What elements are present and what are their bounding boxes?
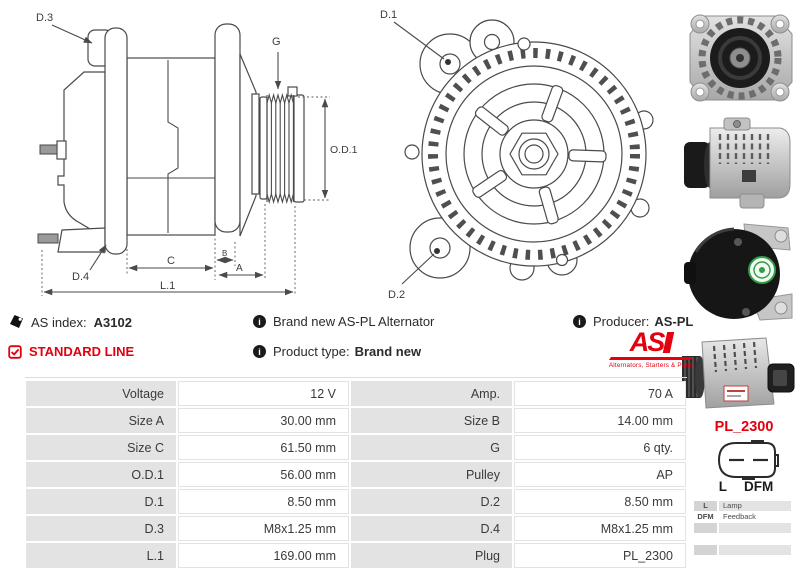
spec-label: Voltage [26, 381, 176, 406]
spec-value: 8.50 mm [514, 489, 686, 514]
dim-label-g: G [272, 36, 281, 48]
plug-name: PL_2300 [714, 419, 774, 435]
info-icon: i [573, 315, 586, 328]
producer-label: Producer: [593, 314, 650, 329]
as-logo-bar [663, 332, 674, 353]
plug-pin-labels [700, 479, 792, 494]
spec-value: 169.00 mm [178, 543, 349, 568]
side-view-drawing [28, 4, 360, 304]
as-pl-logo [608, 327, 694, 369]
spec-value: AP [514, 462, 686, 487]
product-type-value: Brand new [354, 344, 422, 359]
product-photo-angled[interactable] [682, 330, 798, 416]
product-type-label: Product type: [273, 344, 350, 359]
pin-legend [694, 501, 791, 556]
spec-value: 12 V [178, 381, 349, 406]
legend-row-empty [694, 534, 791, 544]
legend-row-empty [694, 545, 791, 555]
spec-label: G [351, 435, 512, 460]
table-row [26, 408, 686, 433]
spec-value: 56.00 mm [178, 462, 349, 487]
spec-label: D.4 [351, 516, 512, 541]
info-icon: i [253, 345, 266, 358]
table-top-divider [25, 377, 687, 378]
table-row [26, 435, 686, 460]
spec-label: D.2 [351, 489, 512, 514]
tag-icon [8, 314, 24, 330]
dim-label-b: B [222, 249, 228, 258]
spec-value: M8x1.25 mm [514, 516, 686, 541]
legend-desc: Feedback [723, 512, 756, 521]
dim-label-a: A [236, 263, 243, 274]
table-row [26, 462, 686, 487]
spec-label: Pulley [351, 462, 512, 487]
spec-label: Size A [26, 408, 176, 433]
spec-label: D.1 [26, 489, 176, 514]
as-logo-tagline: Alternators, Starters & Parts [608, 362, 694, 369]
as-index-label: AS index: [31, 314, 87, 330]
spec-label: Amp. [351, 381, 512, 406]
standard-line [8, 344, 134, 359]
spec-label: Size C [26, 435, 176, 460]
as-index-value: A3102 [93, 314, 132, 330]
spec-label: L.1 [26, 543, 176, 568]
table-row [26, 516, 686, 541]
spec-value: M8x1.25 mm [178, 516, 349, 541]
dim-label-l1: L.1 [160, 280, 176, 292]
dim-label-od1: O.D.1 [330, 144, 358, 156]
info-icon: i [253, 315, 266, 328]
legend-key: DFM [697, 512, 714, 521]
spec-label: Size B [351, 408, 512, 433]
dim-label-c: C [167, 255, 175, 267]
spec-value: 70 A [514, 381, 686, 406]
spec-label: O.D.1 [26, 462, 176, 487]
pin-label-dfm: DFM [744, 479, 774, 494]
product-photo-rear[interactable] [682, 220, 798, 322]
pin-label-l: L [718, 479, 727, 494]
table-row [26, 489, 686, 514]
product-type-line [253, 344, 421, 359]
table-row [26, 381, 686, 406]
product-photo-side[interactable] [682, 112, 798, 214]
as-logo-underline [609, 357, 693, 360]
spec-value: 14.00 mm [514, 408, 686, 433]
spec-value: PL_2300 [514, 543, 686, 568]
description-text: Brand new AS-PL Alternator [273, 314, 435, 329]
legend-row-empty [694, 523, 791, 533]
description-line [253, 314, 434, 329]
plug-connector-drawing [706, 440, 786, 480]
legend-row [694, 512, 791, 522]
spec-table [24, 379, 688, 570]
checkbox-icon [8, 345, 22, 359]
spec-value: 61.50 mm [178, 435, 349, 460]
dim-label-d3: D.3 [36, 12, 54, 24]
legend-row [694, 501, 791, 511]
dim-label-d2: D.2 [388, 289, 406, 301]
spec-value: 30.00 mm [178, 408, 349, 433]
dim-label-d4: D.4 [72, 271, 90, 283]
as-logo-text: AS [629, 327, 664, 357]
standard-line-label: STANDARD LINE [29, 344, 135, 359]
as-index-line [8, 314, 132, 330]
spec-label: D.3 [26, 516, 176, 541]
spec-value: 6 qty. [514, 435, 686, 460]
front-view-drawing [372, 2, 672, 306]
legend-desc: Lamp [719, 501, 791, 511]
legend-key: L [694, 501, 717, 511]
dim-label-d1: D.1 [380, 9, 398, 21]
product-photo-front[interactable] [682, 8, 798, 108]
producer-value: AS-PL [654, 314, 694, 329]
spec-value: 8.50 mm [178, 489, 349, 514]
table-row [26, 543, 686, 568]
spec-label: Plug [351, 543, 512, 568]
